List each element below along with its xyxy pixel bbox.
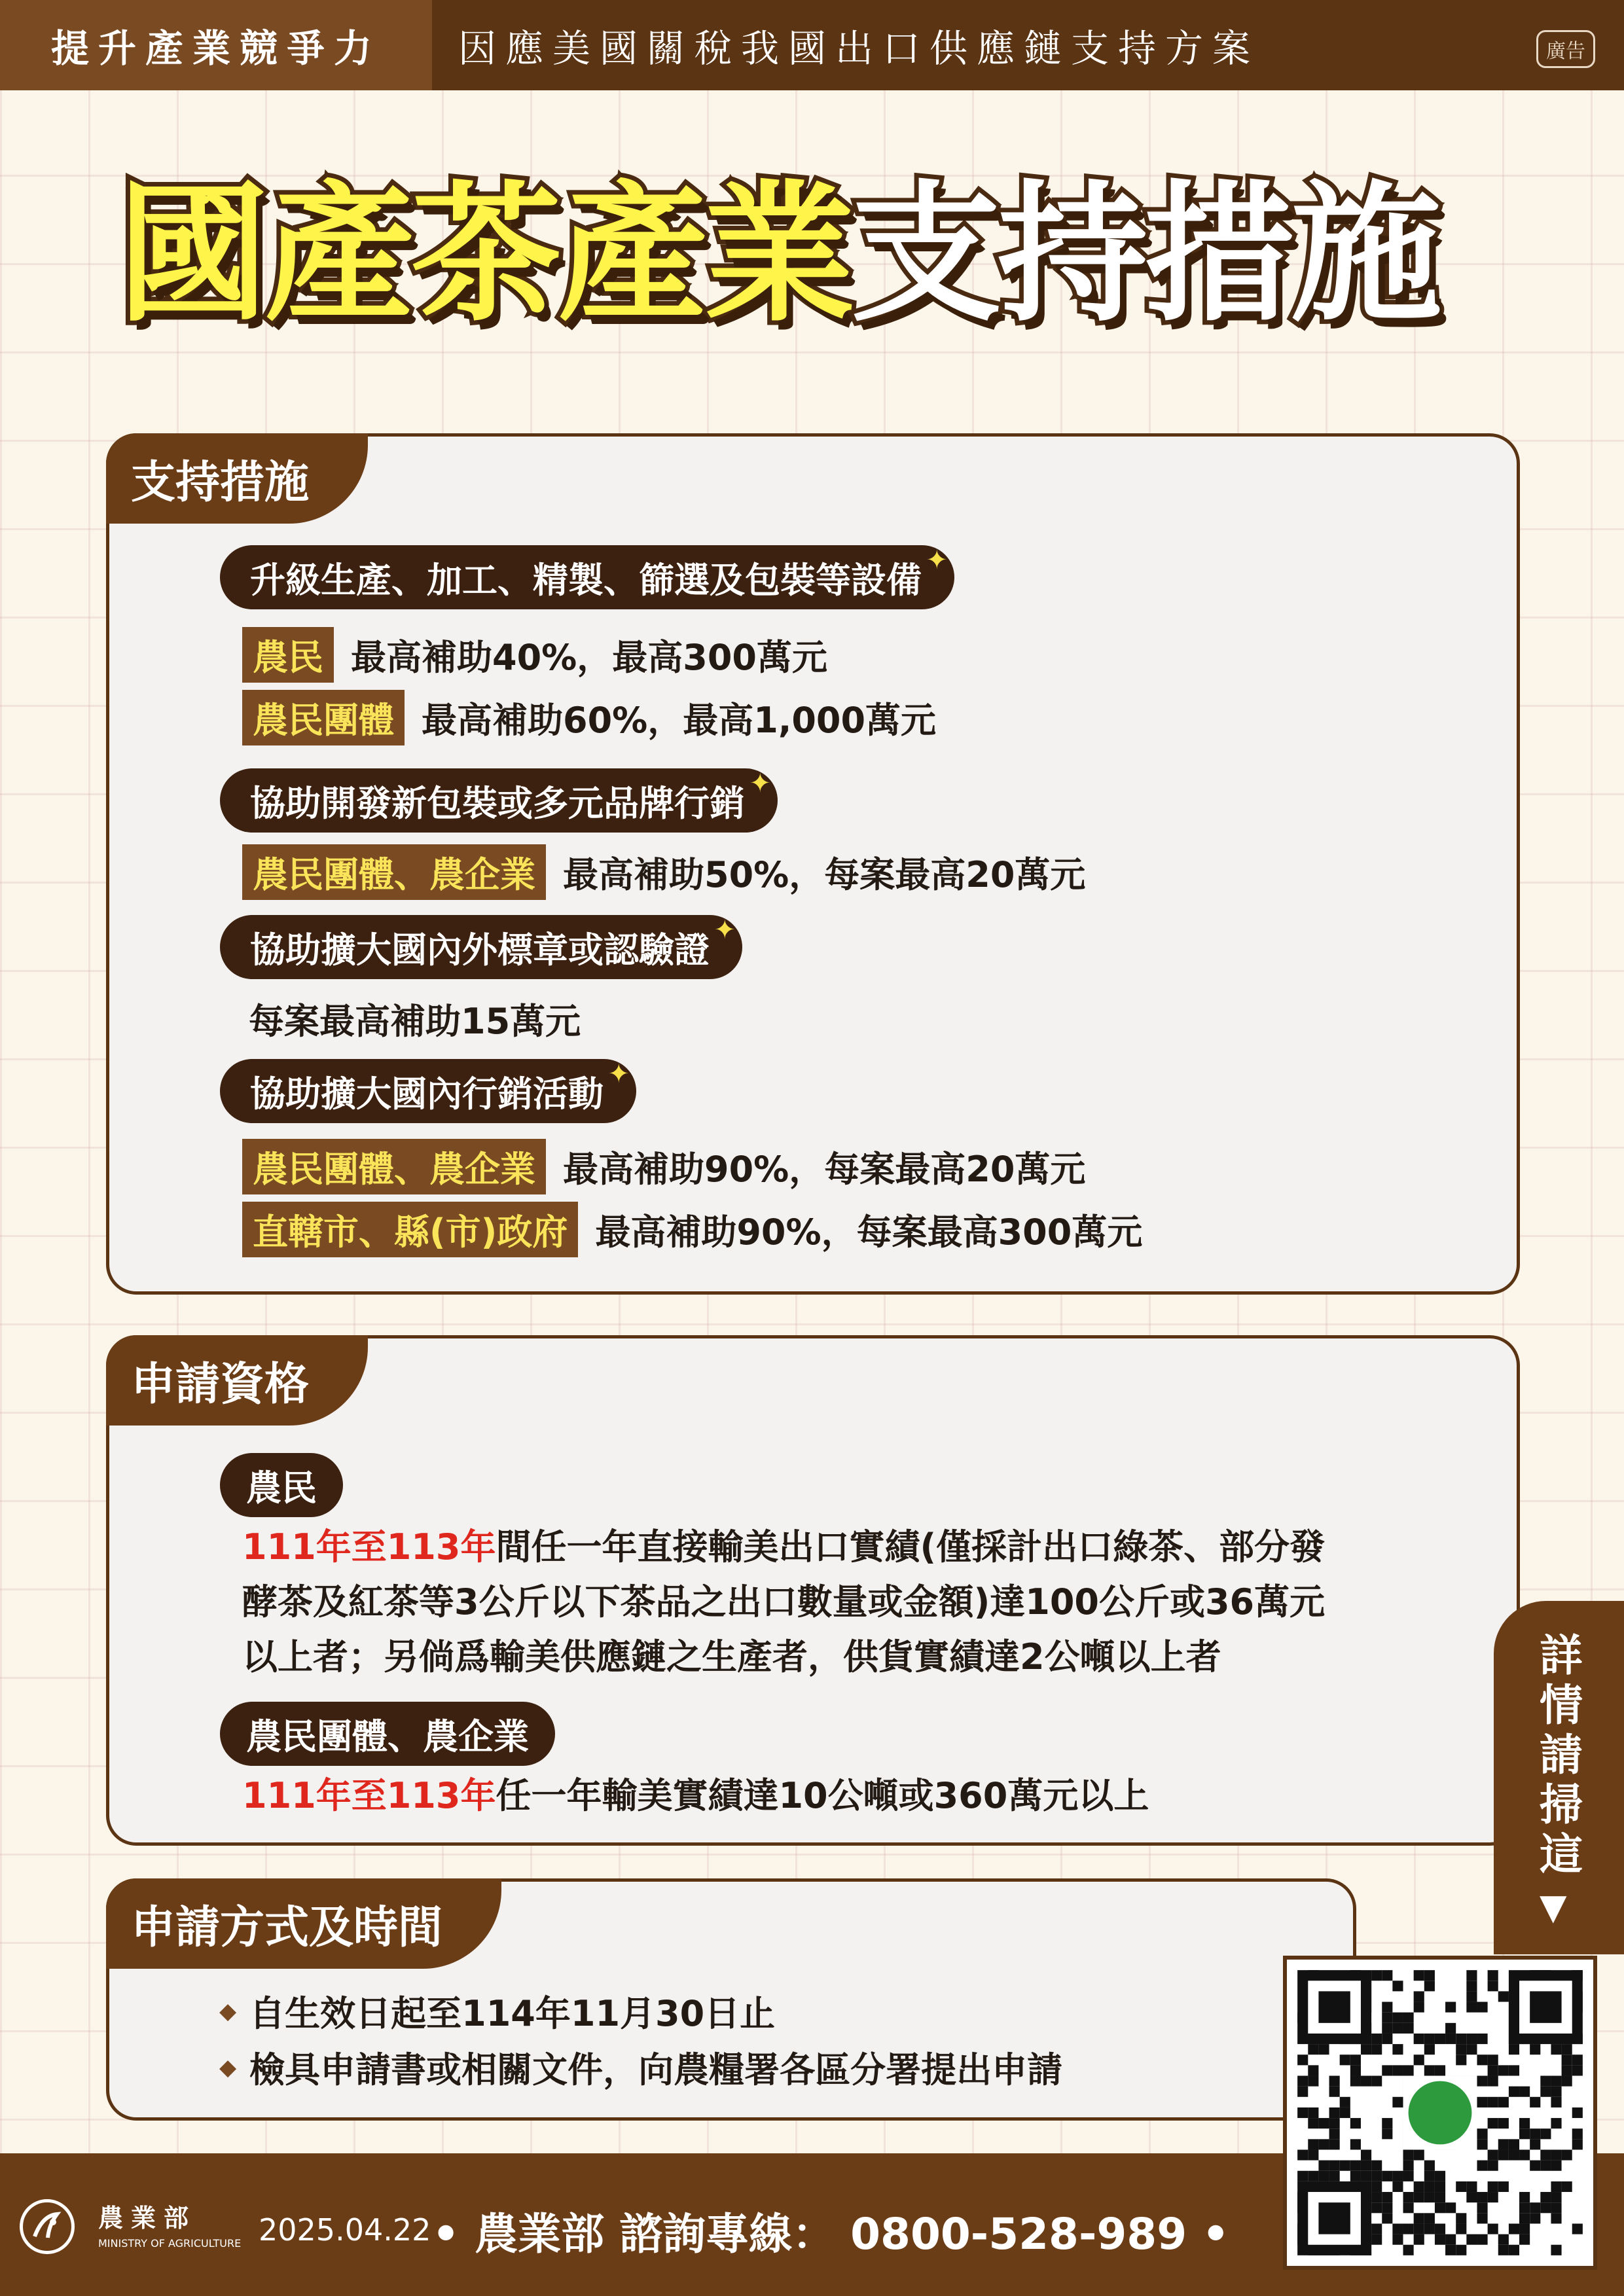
qr-code-icon <box>1287 1960 1593 2266</box>
method-bullet <box>219 1986 775 2036</box>
scan-here-text: 詳情請掃這 <box>1540 1630 1583 1880</box>
ad-badge: 廣告 <box>1536 30 1595 68</box>
eligibility-tab: 申請資格 <box>106 1335 368 1426</box>
target-tag: 農民團體、農企業 <box>242 1139 546 1194</box>
banner-tag: 提升產業競爭力 <box>0 0 432 90</box>
measure-heading-3 <box>220 915 742 979</box>
diamond-icon: ◆ <box>219 1998 237 2024</box>
row-text: 最高補助90%，每案最高20萬元 <box>563 1149 1086 1190</box>
bullet-text: 自生效日起至114年11月30日止 <box>249 1993 776 2034</box>
moa-logo-icon <box>20 2199 75 2254</box>
eligibility-farmer-label-text: 農民 <box>246 1467 317 1509</box>
measure-row <box>242 627 827 683</box>
measure-row <box>242 1202 1142 1257</box>
year-range: 111年至113年 <box>242 1526 496 1568</box>
measure-heading-4-text: 協助擴大國內行銷活動 <box>250 1073 604 1115</box>
hotline: • 農業部 諮詢專線： 0800-528-989 • <box>432 2209 1230 2259</box>
sparkle-icon: ✦ <box>926 545 948 575</box>
target-tag: 農民團體、農企業 <box>242 844 546 900</box>
target-tag: 農民團體 <box>242 690 405 745</box>
arrow-down-icon: ▼ <box>1540 1886 1567 1928</box>
measure-row <box>242 1139 1085 1194</box>
para-line: 酵茶及紅茶等3公斤以下茶品之出口數量或金額)達100公斤或36萬元 <box>242 1581 1326 1623</box>
measures-tab: 支持措施 <box>106 433 368 524</box>
top-banner <box>0 0 1624 90</box>
method-bullet <box>219 2042 1062 2092</box>
logo-text: 農業部 <box>98 2204 197 2233</box>
diamond-icon: ◆ <box>219 2054 237 2081</box>
method-tab: 申請方式及時間 <box>106 1878 501 1969</box>
para-line: 以上者；另倘爲輸美供應鏈之生產者，供貨實績達2公噸以上者 <box>242 1636 1221 1677</box>
row-text: 每案最高補助15萬元 <box>249 1001 581 1042</box>
sparkle-icon: ✦ <box>607 1059 630 1089</box>
target-tag: 農民 <box>242 627 334 683</box>
measure-row <box>242 844 1085 900</box>
measure-heading-2 <box>220 768 778 833</box>
para-line: 任一年輸美實績達10公噸或360萬元以上 <box>496 1775 1149 1816</box>
eligibility-group-text <box>242 1768 1149 1823</box>
row-text: 最高補助60%，最高1,000萬元 <box>422 700 937 741</box>
year-range: 111年至113年 <box>242 1775 496 1816</box>
sparkle-icon: ✦ <box>713 915 736 945</box>
row-text: 最高補助90%，每案最高300萬元 <box>595 1211 1143 1253</box>
title-highlight: 國產茶產業 <box>118 168 852 342</box>
eligibility-group-label-text: 農民團體、農企業 <box>246 1715 529 1757</box>
banner-subtitle: 因應美國關稅我國出口供應鏈支持方案 <box>458 26 1260 71</box>
eligibility-farmer-text <box>242 1520 1325 1685</box>
measure-heading-1 <box>220 545 954 609</box>
row-text: 最高補助50%，每案最高20萬元 <box>563 854 1086 895</box>
qr-code[interactable] <box>1283 1956 1597 2270</box>
target-tag: 直轄市、縣(市)政府 <box>242 1202 578 1257</box>
eligibility-farmer-label <box>220 1453 343 1517</box>
scan-here-tab <box>1494 1601 1624 1954</box>
sparkle-icon: ✦ <box>749 768 771 798</box>
measure-row <box>242 690 936 745</box>
measure-heading-2-text: 協助開發新包裝或多元品牌行銷 <box>250 782 745 824</box>
measure-heading-3-text: 協助擴大國內外標章或認驗證 <box>250 929 710 971</box>
measure-heading-4 <box>220 1059 636 1123</box>
title-rest: 支持措施 <box>851 168 1438 342</box>
measure-heading-1-text: 升級生產、加工、精製、篩選及包裝等設備 <box>250 559 922 601</box>
logo-english: MINISTRY OF AGRICULTURE <box>98 2237 242 2250</box>
page-title <box>118 164 1525 347</box>
bullet-text: 檢具申請書或相關文件，向農糧署各區分署提出申請 <box>249 2049 1063 2090</box>
para-line: 間任一年直接輸美出口實績(僅採計出口綠茶、部分發 <box>496 1526 1326 1568</box>
measure-row <box>249 994 581 1044</box>
publish-date: 2025.04.22 <box>259 2212 431 2248</box>
row-text: 最高補助40%，最高300萬元 <box>351 637 827 678</box>
eligibility-group-label <box>220 1702 555 1766</box>
